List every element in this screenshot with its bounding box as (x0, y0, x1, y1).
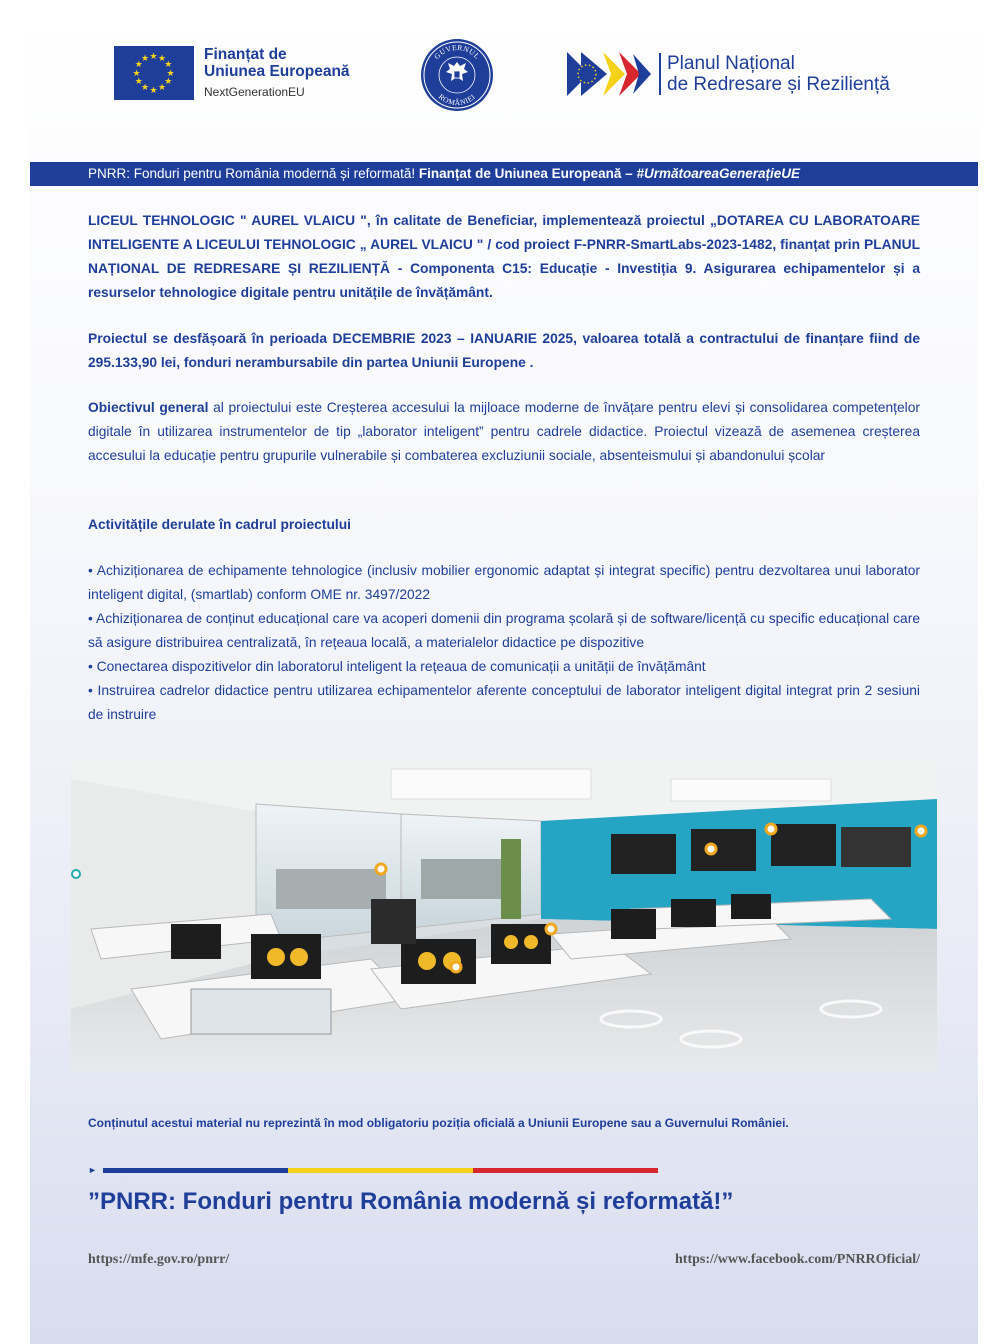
tricolor-yellow (288, 1168, 473, 1173)
tricolor-red (473, 1168, 658, 1173)
banner-hashtag: #UrmătoareaGenerațieUE (636, 166, 801, 181)
facebook-link[interactable]: https://www.facebook.com/PNRROficial/ (675, 1252, 920, 1267)
objective-text: al proiectului este Creșterea accesului la mijloace moderne de învățare pentru elevi și consolidarea competențelor digitale în utilizarea instrumentelor de tip „laborator inteligent” pentru cadrele didactice. Proiectul vizează de asemenea creșterea accesului la educație pentru grupurile vulnerabile și combaterea excluziunii sociale, absenteismului și abandonului școlar (88, 400, 920, 463)
eu-logo-line1: Finanțat de (204, 46, 287, 63)
pnrr-logo-line2: de Redresare și Reziliență (667, 74, 890, 95)
guvernul-romaniei-seal-icon (420, 38, 494, 112)
activity-item: • Conectarea dispozitivelor din laboratorul inteligent la rețeaua de comunicații a unității de învățământ (88, 659, 706, 674)
eu-flag-icon (114, 46, 194, 100)
funding-banner (30, 162, 978, 186)
eu-star-icon: ★ (158, 52, 167, 63)
eu-star-icon: ★ (134, 76, 143, 86)
eu-star-icon: ★ (149, 84, 158, 95)
seal-text-top: GUVERNUL (432, 42, 482, 61)
eu-star-icon: ★ (132, 67, 141, 78)
footer-slogan: ”PNRR: Fonduri pentru România modernă și reformată!” (88, 1188, 734, 1215)
pnrr-arrows-icon (567, 50, 651, 98)
objective-paragraph (88, 396, 920, 468)
eu-star-icon: ★ (164, 76, 173, 86)
project-period-paragraph: Proiectul se desfășoară în perioada DECEMBRIE 2023 – IANUARIE 2025, valoarea totală a contractului de finanțare fiind de 295.133,90 lei, fonduri nerambursabile din partea Uniunii Europene . (88, 331, 920, 370)
eu-star-icon: ★ (134, 59, 143, 69)
tricolor-divider (88, 1166, 658, 1174)
activities-list (88, 559, 920, 727)
eu-star-icon: ★ (149, 50, 158, 61)
eu-logo-line3: NextGenerationEU (204, 85, 305, 99)
seal-text-bottom: ROMÂNIEI (436, 91, 478, 108)
eu-funding-logo (114, 46, 350, 101)
pnrr-logo-line1: Planul Național (667, 53, 795, 74)
banner-slogan: PNRR: Fonduri pentru România modernă și reformată! (88, 166, 419, 181)
eu-logo-line2: Uniunea Europeană (204, 63, 350, 80)
tricolor-blue (103, 1168, 288, 1173)
eu-star-icon: ★ (164, 59, 173, 69)
smart-lab-photo (71, 759, 937, 1071)
activity-item: • Instruirea cadrelor didactice pentru utilizarea echipamentelor aferente conceptului de laborator inteligent digital integrat prin 2 sesiuni de instruire (88, 683, 920, 722)
eu-star-icon: ★ (141, 82, 150, 93)
pnrr-logo (567, 50, 890, 98)
eu-star-icon: ★ (158, 82, 167, 93)
activity-item: • Achiziționarea de conținut educațional care va acoperi domenii din programa școlară și de software/licență cu specific educațional care să asigure distribuirea centralizată, în rețeaua locală, a materialelor didactice pe dispozitive (88, 611, 920, 650)
arrow-right-icon: ► (88, 1165, 97, 1175)
activity-item: • Achiziționarea de echipamente tehnologice (inclusiv mobilier ergonomic adaptat și integrat specific) pentru dezvoltarea unui laborator inteligent digital, (smartlab) conform OME nr. 3497/2022 (88, 563, 920, 602)
mfe-link[interactable]: https://mfe.gov.ro/pnrr/ (88, 1252, 230, 1267)
eu-star-icon: ★ (141, 52, 150, 63)
objective-label: Obiectivul general (88, 400, 209, 415)
project-intro-paragraph: LICEUL TEHNOLOGIC " AUREL VLAICU ", în calitate de Beneficiar, implementează proiectul „DOTAREA CU LABORATOARE INTELIGENTE A LICEULUI TEHNOLOGIC „ AUREL VLAICU " / cod proiect F-PNRR-SmartLabs-2023-1482, finanțat prin PLANUL NAȚIONAL DE REDRESARE ȘI REZILIENȚĂ - Componenta C15: Educație - Investiția 9. Asigurarea echipamentelor și a resurselor tehnologice digitale pentru unitățile de învățământ. (88, 213, 920, 300)
flyer-page (30, 0, 978, 1344)
activities-title: Activitățile derulate în cadrul proiectului (88, 517, 351, 532)
eu-disclaimer: Conținutul acestui material nu reprezintă în mod obligatoriu poziția oficială a Uniunii Europene sau a Guvernului României. (88, 1116, 789, 1130)
eu-star-icon: ★ (166, 67, 175, 78)
banner-funding: Finanțat de Uniunea Europeană – (418, 166, 637, 181)
